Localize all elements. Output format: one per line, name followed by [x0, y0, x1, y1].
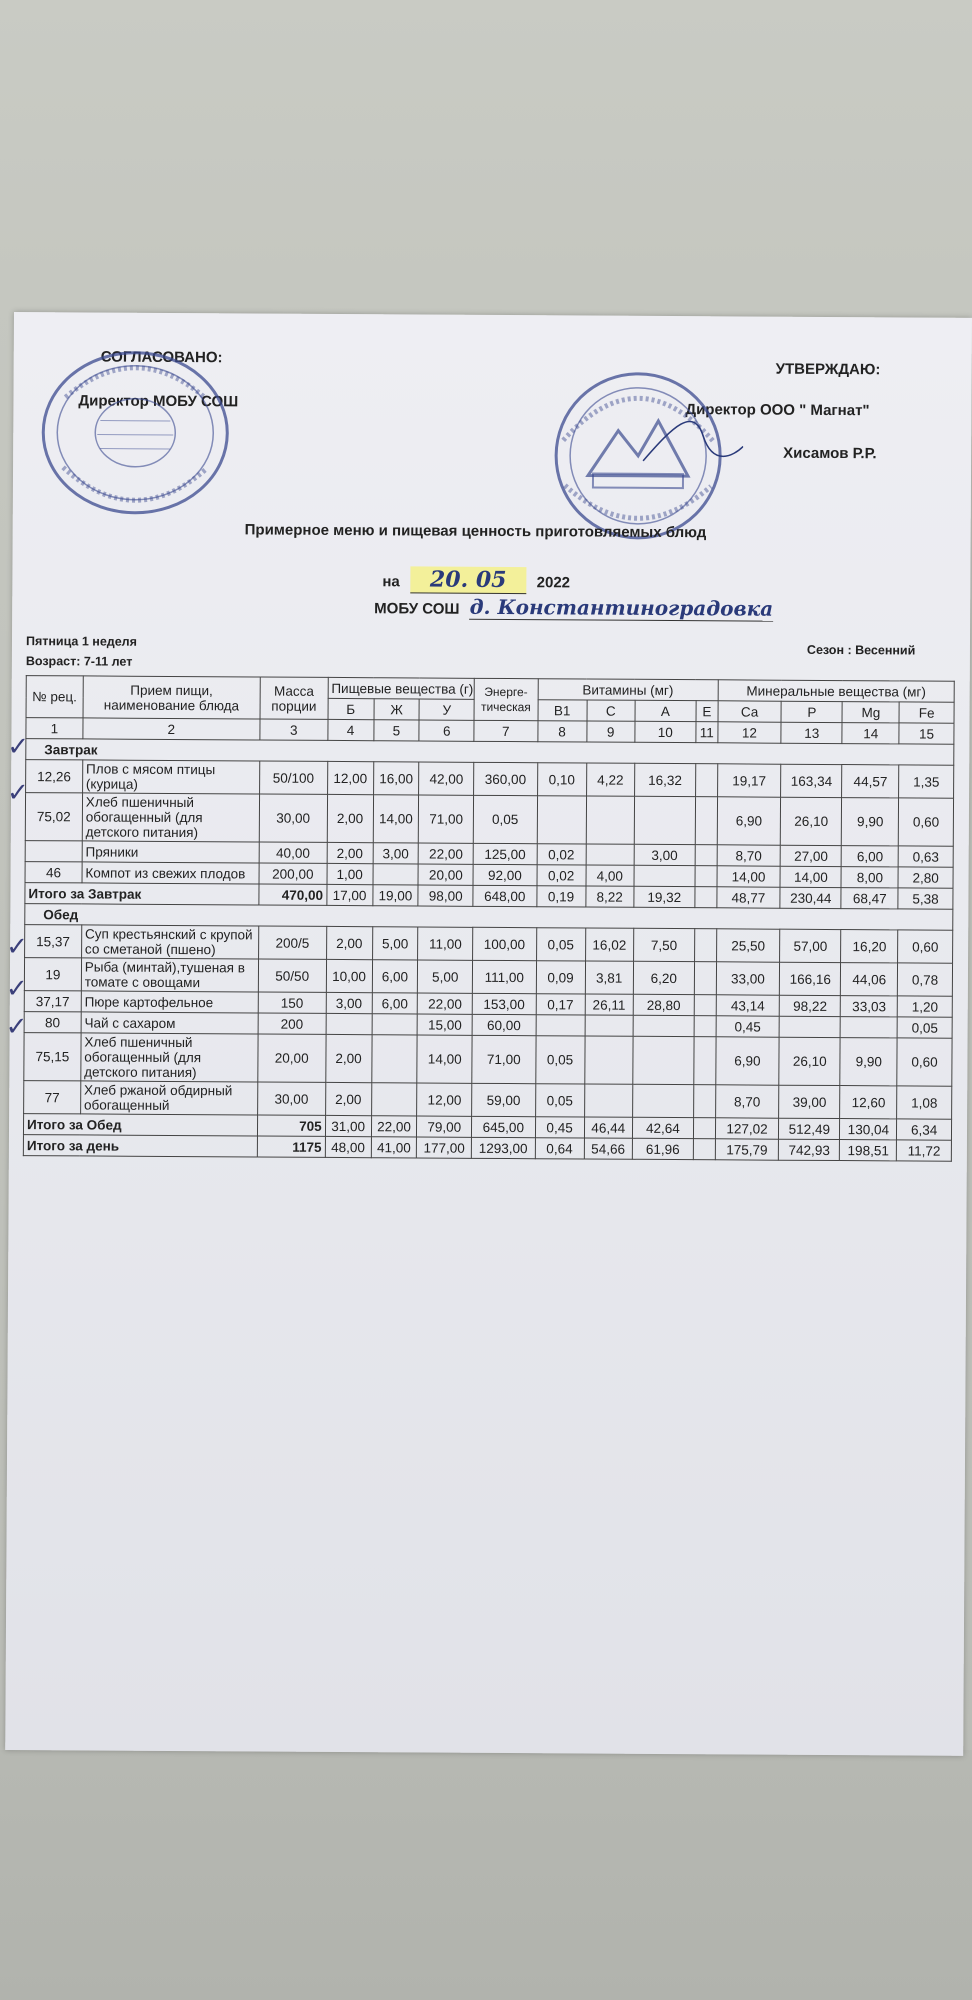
- recipe-num-cell: 37,17: [24, 991, 81, 1012]
- table-cell: [373, 864, 419, 885]
- table-cell: 31,00: [325, 1115, 371, 1136]
- table-cell: 14,00: [717, 866, 781, 887]
- table-cell: 1293,00: [471, 1137, 535, 1158]
- colnum: 9: [587, 721, 635, 742]
- table-cell: 0,05: [897, 1017, 952, 1038]
- table-cell: 10,00: [326, 959, 372, 992]
- season-label: Сезон : Весенний: [806, 642, 916, 658]
- table-header-row: [26, 676, 954, 703]
- table-cell: 60,00: [472, 1014, 536, 1035]
- table-cell: 39,00: [779, 1085, 840, 1118]
- table-cell: 71,00: [472, 1035, 536, 1083]
- table-cell: 16,02: [585, 928, 633, 961]
- table-cell: 742,93: [779, 1139, 840, 1160]
- table-cell: 15,00: [418, 1014, 473, 1035]
- table-cell: 16,00: [373, 762, 419, 795]
- header-minerals: Минеральные вещества (мг): [718, 680, 954, 702]
- recipe-num-cell: 75,02: [25, 793, 82, 841]
- table-cell: 44,57: [842, 765, 899, 798]
- table-cell: 33,00: [716, 962, 780, 995]
- table-cell: 3,00: [373, 843, 419, 864]
- table-cell: 20,00: [258, 1034, 326, 1082]
- table-cell: 2,80: [898, 867, 953, 888]
- total-day-row: [23, 1135, 951, 1162]
- table-cell: 33,03: [841, 996, 898, 1017]
- table-cell: [584, 1084, 632, 1117]
- date-year: 2022: [536, 574, 571, 592]
- document-title: Примерное меню и пищевая ценность приготовляемых блюд: [244, 521, 707, 542]
- table-cell: 22,00: [419, 843, 474, 864]
- table-cell: 2,00: [326, 926, 372, 959]
- table-cell: [634, 865, 695, 886]
- table-cell: [695, 797, 717, 845]
- table-cell: 0,19: [536, 886, 585, 907]
- table-cell: [584, 1036, 632, 1084]
- table-cell: 0,64: [535, 1138, 584, 1159]
- table-cell: 8,22: [586, 886, 634, 907]
- table-cell: 40,00: [259, 842, 327, 863]
- table-cell: 200: [258, 1013, 326, 1034]
- table-cell: 22,00: [371, 1116, 417, 1137]
- table-cell: 14,00: [780, 866, 841, 887]
- table-cell: 12,00: [327, 761, 373, 794]
- age-label: Возраст: 7-11 лет: [25, 654, 133, 669]
- table-cell: [536, 1015, 585, 1036]
- table-cell: [371, 1035, 417, 1083]
- table-cell: 5,00: [418, 960, 473, 993]
- table-cell: 30,00: [259, 794, 327, 842]
- table-cell: 150: [258, 992, 326, 1013]
- checkmark-icon: ✓: [5, 973, 28, 1005]
- table-cell: 177,00: [417, 1137, 472, 1158]
- checkmark-icon: ✓: [6, 777, 29, 809]
- table-cell: 25,50: [716, 929, 780, 962]
- colnum: 3: [260, 719, 328, 740]
- table-cell: 16,32: [634, 763, 695, 796]
- table-cell: 57,00: [780, 929, 841, 962]
- table-row: [25, 793, 953, 847]
- school-handwritten: д. Константиноградовка: [469, 594, 774, 621]
- table-cell: 0,05: [535, 1036, 584, 1084]
- header-b: Б: [328, 698, 374, 719]
- table-cell: 50/50: [258, 959, 326, 992]
- table-cell: 0,05: [473, 795, 537, 843]
- table-cell: 6,90: [716, 1037, 780, 1085]
- table-cell: 1,20: [897, 996, 952, 1017]
- table-cell: 8,70: [717, 845, 781, 866]
- table-cell: 44,06: [841, 963, 898, 996]
- header-p: Р: [781, 701, 842, 722]
- table-cell: 28,80: [633, 994, 694, 1015]
- table-cell: [693, 1139, 715, 1160]
- table-cell: 8,70: [715, 1085, 779, 1118]
- table-cell: 9,90: [842, 798, 899, 846]
- table-cell: [537, 796, 586, 844]
- table-cell: [586, 796, 634, 844]
- school-line: [374, 594, 773, 621]
- colnum: 14: [842, 723, 899, 744]
- table-cell: 1,00: [327, 863, 373, 884]
- dish-name-cell: Пряники: [82, 841, 259, 863]
- table-cell: 0,45: [716, 1016, 780, 1037]
- table-cell: 200/5: [258, 926, 326, 959]
- table-cell: 648,00: [473, 885, 537, 906]
- table-cell: 0,45: [535, 1117, 584, 1138]
- section-label: Обед: [25, 904, 953, 931]
- colnum: 1: [26, 718, 83, 739]
- table-cell: 1175: [257, 1136, 325, 1157]
- table-cell: 42,00: [419, 762, 474, 795]
- recipe-num-cell: 12,26: [26, 760, 83, 793]
- table-cell: 41,00: [371, 1137, 417, 1158]
- dish-name-cell: Хлеб пшеничный обогащенный (для детского питания): [82, 793, 259, 842]
- table-cell: 6,00: [842, 846, 899, 867]
- table-cell: 6,20: [633, 961, 694, 994]
- table-cell: [586, 844, 634, 865]
- table-cell: 59,00: [472, 1083, 536, 1116]
- colnum: 8: [537, 721, 586, 742]
- table-cell: 0,10: [537, 763, 586, 796]
- table-cell: 16,20: [841, 930, 898, 963]
- table-cell: 2,00: [325, 1082, 371, 1115]
- school-stamp-icon: [35, 342, 239, 523]
- table-cell: [371, 1083, 417, 1116]
- header-mass: Масса порции: [260, 677, 328, 719]
- table-cell: 12,00: [417, 1083, 472, 1116]
- date-prefix: на: [382, 573, 400, 591]
- table-cell: 166,16: [780, 962, 841, 995]
- table-cell: 26,10: [779, 1037, 840, 1085]
- table-cell: [779, 1016, 840, 1037]
- colnum: 10: [635, 721, 696, 742]
- table-cell: 0,60: [899, 798, 954, 846]
- table-cell: [372, 1014, 418, 1035]
- table-cell: 470,00: [259, 884, 327, 905]
- table-cell: 125,00: [473, 843, 537, 864]
- table-cell: 26,10: [780, 797, 841, 845]
- table-cell: 6,90: [717, 797, 781, 845]
- table-cell: 43,14: [716, 995, 780, 1016]
- total-label: Итого за Завтрак: [25, 883, 259, 905]
- table-cell: 20,00: [418, 864, 473, 885]
- header-num: № рец.: [26, 676, 83, 718]
- table-cell: 1,08: [897, 1086, 952, 1119]
- table-cell: 4,22: [586, 763, 634, 796]
- table-cell: 0,02: [537, 865, 586, 886]
- table-cell: 0,60: [897, 1038, 952, 1086]
- total-label: Итого за день: [23, 1135, 257, 1157]
- table-cell: 2,00: [327, 842, 373, 863]
- table-cell: 7,50: [633, 928, 694, 961]
- table-cell: [632, 1084, 693, 1117]
- table-cell: 46,44: [584, 1117, 632, 1138]
- checkmark-icon: ✓: [5, 1011, 28, 1043]
- table-cell: 8,00: [841, 867, 898, 888]
- lunch-rows: [24, 925, 953, 1120]
- table-cell: 11,00: [418, 927, 473, 960]
- table-cell: 153,00: [472, 993, 536, 1014]
- recipe-num-cell: 19: [24, 958, 81, 991]
- colnum: 12: [718, 722, 782, 743]
- table-cell: [634, 796, 695, 844]
- table-cell: 9,90: [840, 1038, 897, 1086]
- header-e: Е: [696, 701, 718, 722]
- header-b1: В1: [538, 700, 587, 721]
- table-cell: 360,00: [474, 762, 538, 795]
- date-line: [382, 566, 570, 594]
- table-cell: 22,00: [418, 993, 473, 1014]
- table-cell: 3,81: [585, 961, 633, 994]
- recipe-num-cell: 15,37: [25, 925, 82, 958]
- colnum: 7: [474, 720, 538, 741]
- breakfast-rows: [25, 760, 954, 889]
- table-cell: 5,38: [898, 888, 953, 909]
- table-cell: 5,00: [372, 927, 418, 960]
- table-cell: 163,34: [781, 764, 842, 797]
- table-cell: 27,00: [780, 845, 841, 866]
- table-cell: [326, 1013, 372, 1034]
- dish-name-cell: Рыба (минтай),тушеная в томате с овощами: [81, 958, 258, 992]
- recipe-num-cell: 80: [24, 1012, 81, 1033]
- table-cell: 48,00: [325, 1136, 371, 1157]
- table-cell: 1,35: [899, 765, 954, 798]
- table-cell: 3,00: [634, 844, 695, 865]
- table-cell: 4,00: [586, 865, 634, 886]
- table-cell: 14,00: [417, 1035, 472, 1083]
- table-cell: 0,60: [898, 930, 953, 963]
- colnum: 11: [696, 722, 718, 743]
- recipe-num-cell: 75,15: [24, 1033, 81, 1081]
- table-cell: [695, 887, 717, 908]
- dish-name-cell: Компот из свежих плодов: [82, 862, 259, 884]
- table-cell: 14,00: [373, 795, 419, 843]
- header-zh: Ж: [374, 699, 420, 720]
- table-cell: [841, 1017, 898, 1038]
- table-cell: 0,02: [537, 844, 586, 865]
- header-mg: Mg: [842, 702, 899, 723]
- dish-name-cell: Плов с мясом птицы (курица): [82, 760, 259, 794]
- table-cell: [693, 1118, 715, 1139]
- table-cell: 50/100: [259, 761, 327, 794]
- table-cell: [694, 929, 716, 962]
- table-cell: 30,00: [257, 1082, 325, 1115]
- table-cell: 79,00: [417, 1116, 472, 1137]
- header-energy: Энерге-тическая: [474, 678, 538, 720]
- agreed-label: СОГЛАСОВАНО:: [100, 348, 223, 367]
- table-cell: 198,51: [840, 1140, 897, 1161]
- header-nutrients: Пищевые вещества (г): [328, 677, 475, 699]
- approved-position: Директор ООО " Магнат": [685, 401, 870, 420]
- checkmark-icon: ✓: [7, 731, 30, 763]
- table-cell: 0,05: [536, 928, 585, 961]
- table-cell: 19,00: [372, 885, 418, 906]
- table-cell: 2,00: [325, 1034, 371, 1082]
- table-cell: 2,00: [327, 794, 373, 842]
- table-cell: 0,78: [898, 963, 953, 996]
- table-cell: [694, 1085, 716, 1118]
- colnum: 2: [83, 718, 260, 740]
- table-cell: 98,00: [418, 885, 473, 906]
- table-cell: 98,22: [779, 995, 840, 1016]
- background-table-surface: [0, 1750, 972, 2000]
- table-cell: 0,05: [535, 1084, 584, 1117]
- table-cell: 19,17: [717, 764, 781, 797]
- header-fe: Fe: [899, 702, 954, 723]
- dish-name-cell: Пюре картофельное: [81, 991, 258, 1013]
- table-cell: [694, 1016, 716, 1037]
- table-cell: [695, 845, 717, 866]
- table-cell: [694, 995, 716, 1016]
- table-cell: 92,00: [473, 864, 537, 885]
- table-cell: 175,79: [715, 1139, 779, 1160]
- table-cell: 512,49: [779, 1118, 840, 1139]
- table-cell: 61,96: [632, 1138, 693, 1159]
- recipe-num-cell: [25, 841, 82, 862]
- table-cell: 111,00: [472, 960, 536, 993]
- colnum: 13: [781, 722, 842, 743]
- table-cell: [696, 764, 718, 797]
- table-cell: [695, 866, 717, 887]
- table-cell: 3,00: [326, 992, 372, 1013]
- dish-name-cell: Чай с сахаром: [81, 1012, 258, 1034]
- header-c: С: [587, 700, 635, 721]
- table-cell: 19,32: [634, 886, 695, 907]
- day-label: Пятница 1 неделя: [25, 634, 137, 649]
- header-a: А: [635, 700, 696, 721]
- approved-name: Хисамов Р.Р.: [783, 444, 877, 463]
- table-cell: 42,64: [632, 1117, 693, 1138]
- header-u: У: [419, 699, 474, 720]
- table-cell: 127,02: [715, 1118, 779, 1139]
- section-label: Завтрак: [26, 739, 954, 766]
- table-cell: [585, 1015, 633, 1036]
- dish-name-cell: Хлеб ржаной обдирный обогащенный: [80, 1081, 257, 1115]
- table-row: [24, 1033, 952, 1087]
- total-label: Итого за Обед: [23, 1114, 257, 1136]
- company-stamp-icon: [543, 365, 744, 546]
- table-cell: 68,47: [841, 888, 898, 909]
- table-cell: 54,66: [584, 1138, 632, 1159]
- header-ca: Са: [718, 701, 782, 722]
- table-cell: [633, 1036, 694, 1084]
- nutrition-table: [23, 675, 955, 1162]
- table-cell: 48,77: [717, 887, 781, 908]
- table-cell: 130,04: [840, 1119, 897, 1140]
- table-cell: 6,00: [372, 993, 418, 1014]
- table-cell: 705: [257, 1115, 325, 1136]
- colnum: 5: [373, 720, 419, 741]
- school-prefix: МОБУ СОШ: [374, 600, 460, 618]
- table-cell: 230,44: [780, 887, 841, 908]
- table-cell: 100,00: [473, 927, 537, 960]
- table-cell: 12,60: [840, 1086, 897, 1119]
- table-cell: [633, 1015, 694, 1036]
- menu-document: [5, 312, 972, 1756]
- table-cell: 6,34: [897, 1119, 952, 1140]
- table-cell: [694, 962, 716, 995]
- colnum: 6: [419, 720, 474, 741]
- table-cell: 0,63: [898, 846, 953, 867]
- table-cell: 11,72: [897, 1140, 952, 1161]
- approved-label: УТВЕРЖДАЮ:: [775, 360, 881, 379]
- dish-name-cell: Хлеб пшеничный обогащенный (для детского питания): [81, 1033, 258, 1082]
- header-vitamins: Витамины (мг): [538, 679, 718, 701]
- recipe-num-cell: 77: [24, 1081, 81, 1114]
- table-cell: 17,00: [327, 884, 373, 905]
- table-cell: 0,17: [536, 994, 585, 1015]
- table-cell: 71,00: [419, 795, 474, 843]
- dish-name-cell: Суп крестьянский с крупой со сметаной (пшено): [81, 925, 258, 959]
- recipe-num-cell: 46: [25, 862, 82, 883]
- colnum: 4: [328, 719, 374, 740]
- table-cell: 26,11: [585, 994, 633, 1015]
- table-cell: 200,00: [259, 863, 327, 884]
- table-cell: [694, 1037, 716, 1085]
- date-handwritten: 20. 05: [410, 566, 527, 594]
- table-cell: 6,00: [372, 960, 418, 993]
- table-cell: 645,00: [472, 1116, 536, 1137]
- header-meal: Прием пищи, наименование блюда: [83, 676, 260, 719]
- table-cell: 0,09: [536, 961, 585, 994]
- agreed-position: Директор МОБУ СОШ: [78, 392, 239, 411]
- checkmark-icon: ✓: [6, 931, 29, 963]
- colnum: 15: [899, 723, 954, 744]
